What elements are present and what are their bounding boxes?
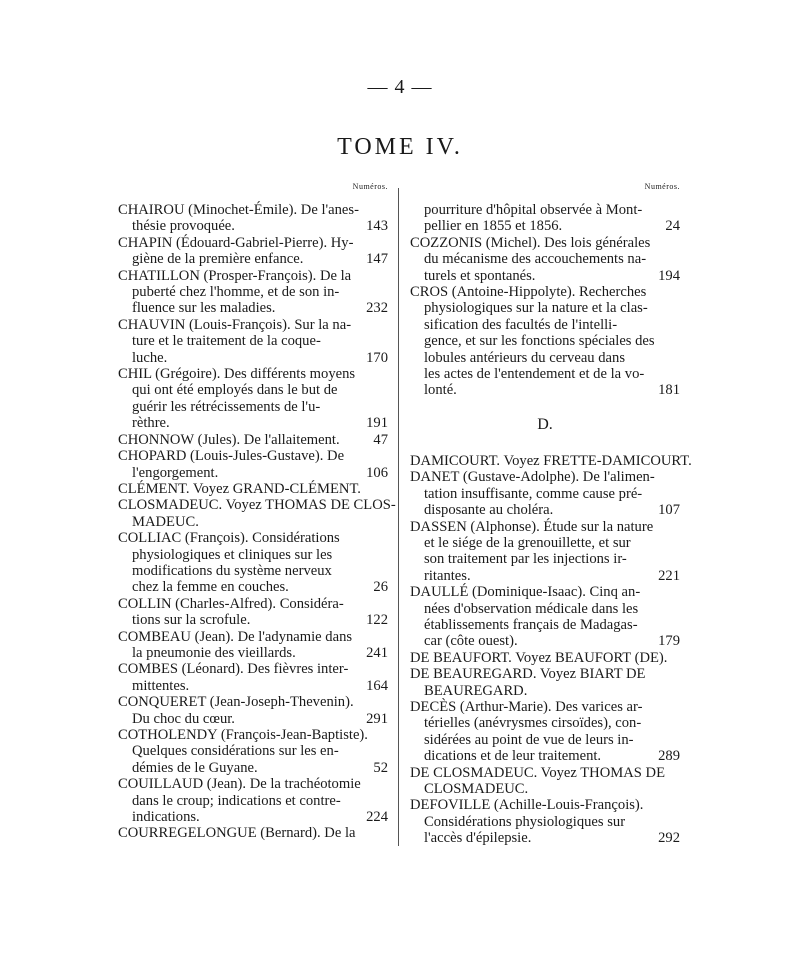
entry-line bbox=[410, 519, 680, 535]
index-entry bbox=[118, 268, 388, 317]
entry-line bbox=[410, 382, 680, 398]
entry-number: 224 bbox=[366, 809, 388, 826]
entry-text: nées d'observation médicale dans les bbox=[424, 600, 639, 617]
index-entry bbox=[118, 776, 388, 825]
entry-line bbox=[118, 514, 388, 530]
entry-number: 291 bbox=[366, 710, 388, 727]
entry-line bbox=[410, 218, 680, 234]
entry-line bbox=[118, 678, 388, 694]
entry-number: 170 bbox=[366, 349, 388, 366]
entry-text: la pneumonie des vieillards. bbox=[132, 644, 296, 661]
index-entry bbox=[410, 797, 680, 846]
page-title: TOME IV. bbox=[337, 134, 463, 160]
entry-line bbox=[410, 617, 680, 633]
column-divider bbox=[398, 188, 399, 846]
entry-text: démies de le Guyane. bbox=[132, 759, 258, 776]
entry-text: CHAIROU (Minochet-Émile). De l'anes- bbox=[118, 202, 359, 218]
index-entry bbox=[410, 284, 680, 399]
entry-text: gence, et sur les fonctions spéciales des bbox=[424, 333, 655, 350]
entry-number: 181 bbox=[658, 382, 680, 399]
entry-text: physiologiques sur la nature et la clas- bbox=[424, 300, 648, 317]
entry-text: sidérées au point de vue de leurs in- bbox=[424, 731, 634, 748]
entry-line bbox=[118, 350, 388, 366]
entry-line bbox=[118, 629, 388, 645]
index-entry bbox=[118, 432, 388, 448]
entry-line bbox=[118, 711, 388, 727]
entry-text: DECÈS (Arthur-Marie). Des varices ar- bbox=[410, 698, 643, 715]
entry-line bbox=[118, 694, 388, 710]
entry-line bbox=[118, 727, 388, 743]
entry-line bbox=[118, 432, 388, 448]
index-entry bbox=[410, 765, 680, 798]
entry-line bbox=[118, 202, 388, 218]
entry-line bbox=[118, 497, 396, 514]
entry-line bbox=[410, 486, 680, 502]
entry-text: tions sur la scrofule. bbox=[132, 612, 251, 629]
entry-line bbox=[118, 563, 388, 579]
entry-number: 179 bbox=[658, 633, 680, 650]
left-entry-list bbox=[118, 202, 396, 842]
entry-text: DAULLÉ (Dominique-Isaac). Cinq an- bbox=[410, 584, 641, 601]
index-entry bbox=[410, 469, 680, 518]
entry-number: 143 bbox=[366, 218, 388, 235]
numeros-label: Numéros. bbox=[352, 182, 388, 191]
entry-line bbox=[410, 683, 680, 699]
entry-line bbox=[410, 601, 680, 617]
entry-line bbox=[118, 268, 388, 284]
entry-text: COUILLAUD (Jean). De la trachéotomie bbox=[118, 776, 361, 793]
entry-text: CONQUERET (Jean-Joseph-Thevenin). bbox=[118, 694, 354, 711]
entry-text: Du choc du cœur. bbox=[132, 710, 235, 727]
index-entry bbox=[410, 699, 680, 765]
numeros-label: Numéros. bbox=[644, 182, 680, 191]
entry-line bbox=[410, 633, 680, 649]
entry-text: Quelques considérations sur les en- bbox=[132, 743, 339, 760]
entry-text: les actes de l'entendement et de la vo- bbox=[424, 366, 645, 383]
entry-line bbox=[118, 415, 388, 431]
entry-line bbox=[118, 399, 388, 415]
entry-line bbox=[118, 284, 388, 300]
entry-text: CHOPARD (Louis-Jules-Gustave). De bbox=[118, 448, 345, 465]
entry-line bbox=[410, 452, 692, 469]
entry-text: mittentes. bbox=[132, 677, 190, 694]
entry-line bbox=[410, 797, 680, 813]
entry-text: CLOSMADEUC. Voyez THOMAS DE CLOS- bbox=[118, 497, 396, 514]
entry-line bbox=[410, 502, 680, 518]
entry-text: ture et le traitement de la coque- bbox=[132, 333, 321, 350]
entry-text: dications et de leur traitement. bbox=[424, 748, 602, 765]
entry-text: chez la femme en couches. bbox=[132, 579, 289, 596]
entry-line bbox=[410, 366, 680, 382]
entry-text: qui ont été employés dans le but de bbox=[132, 382, 338, 399]
entry-line bbox=[118, 809, 388, 825]
entry-number: 241 bbox=[366, 644, 388, 661]
entry-line bbox=[410, 814, 680, 830]
index-entry bbox=[410, 519, 680, 585]
entry-text: tation insuffisante, comme cause pré- bbox=[424, 485, 643, 502]
index-entry bbox=[410, 452, 692, 469]
index-entry bbox=[410, 666, 680, 699]
entry-line bbox=[410, 469, 680, 485]
entry-number: 147 bbox=[366, 251, 388, 268]
entry-line bbox=[118, 333, 388, 349]
entry-text: pellier en 1855 et 1856. bbox=[424, 218, 563, 235]
entry-text: l'accès d'épilepsie. bbox=[424, 830, 532, 847]
entry-line bbox=[410, 666, 680, 682]
entry-line bbox=[410, 650, 680, 666]
index-entry bbox=[118, 366, 388, 432]
entry-text: térielles (anévrysmes cirsoïdes), con- bbox=[424, 715, 642, 732]
entry-text: disposante au choléra. bbox=[424, 502, 554, 519]
entry-line bbox=[118, 793, 388, 809]
entry-line bbox=[410, 699, 680, 715]
index-entry bbox=[410, 650, 680, 666]
entry-number: 107 bbox=[658, 502, 680, 519]
index-entry bbox=[410, 202, 680, 235]
index-entry bbox=[410, 235, 680, 284]
entry-text: turels et spontanés. bbox=[424, 267, 536, 284]
entry-text: CHIL (Grégoire). Des différents moyens bbox=[118, 366, 356, 383]
entry-line bbox=[118, 366, 388, 382]
entry-line bbox=[410, 300, 680, 316]
entry-text: son traitement par les injections ir- bbox=[424, 551, 627, 568]
entry-text: MADEUC. bbox=[132, 513, 199, 530]
index-entry bbox=[118, 825, 388, 841]
entry-text: CROS (Antoine-Hippolyte). Recherches bbox=[410, 284, 647, 301]
entry-number: 232 bbox=[366, 300, 388, 317]
entry-line bbox=[118, 465, 388, 481]
entry-text: puberté chez l'homme, et de son in- bbox=[132, 284, 340, 301]
entry-text: DEFOVILLE (Achille-Louis-François). bbox=[410, 797, 644, 814]
right-entry-list-c bbox=[410, 202, 680, 399]
entry-text: COLLIN (Charles-Alfred). Considéra- bbox=[118, 595, 344, 612]
entry-text: sification des facultés de l'intelli- bbox=[424, 316, 618, 333]
index-entry bbox=[118, 530, 388, 596]
entry-text: fluence sur les maladies. bbox=[132, 300, 276, 317]
entry-number: 221 bbox=[658, 567, 680, 584]
entry-line bbox=[410, 584, 680, 600]
entry-text: DE BEAUREGARD. Voyez BIART DE bbox=[410, 666, 646, 683]
index-entry bbox=[410, 584, 680, 650]
page-number: — 4 — bbox=[367, 76, 433, 98]
entry-line bbox=[118, 481, 388, 497]
entry-line bbox=[118, 579, 388, 595]
entry-text: DE CLOSMADEUC. Voyez THOMAS DE bbox=[410, 764, 665, 781]
entry-text: lonté. bbox=[424, 382, 457, 399]
entry-text: CHATILLON (Prosper-François). De la bbox=[118, 267, 352, 284]
entry-line bbox=[118, 612, 388, 628]
entry-text: COTHOLENDY (François-Jean-Baptiste). bbox=[118, 727, 368, 743]
entry-number: 194 bbox=[658, 267, 680, 284]
entry-text: DE BEAUFORT. Voyez BEAUFORT (DE). bbox=[410, 649, 668, 666]
entry-line bbox=[118, 776, 388, 792]
right-column bbox=[410, 182, 692, 847]
entry-line bbox=[410, 284, 680, 300]
entry-line bbox=[410, 202, 680, 218]
index-entry bbox=[118, 317, 388, 366]
entry-line bbox=[118, 218, 388, 234]
entry-line bbox=[118, 251, 388, 267]
entry-text: rèthre. bbox=[132, 415, 170, 432]
entry-text: COLLIAC (François). Considérations bbox=[118, 530, 340, 547]
entry-text: dans le croup; indications et contre- bbox=[132, 792, 341, 809]
entry-number: 106 bbox=[366, 464, 388, 481]
entry-line bbox=[410, 333, 680, 349]
entry-line bbox=[118, 661, 388, 677]
entry-text: pourriture d'hôpital observée à Mont- bbox=[424, 202, 643, 218]
entry-line bbox=[410, 748, 680, 764]
entry-number: 122 bbox=[366, 612, 388, 629]
entry-text: l'engorgement. bbox=[132, 464, 219, 481]
left-column bbox=[118, 182, 396, 842]
entry-number: 191 bbox=[366, 415, 388, 432]
entry-line bbox=[118, 317, 388, 333]
entry-number: 292 bbox=[658, 830, 680, 847]
entry-text: du mécanisme des accouchements na- bbox=[424, 251, 647, 268]
entry-text: BEAUREGARD. bbox=[424, 682, 528, 699]
entry-text: COURREGELONGUE (Bernard). De la bbox=[118, 825, 356, 842]
entry-line bbox=[410, 781, 680, 797]
entry-line bbox=[118, 645, 388, 661]
index-entry bbox=[118, 497, 396, 530]
entry-number: 24 bbox=[665, 218, 680, 235]
entry-text: DASSEN (Alphonse). Étude sur la nature bbox=[410, 518, 654, 535]
entry-text: COMBES (Léonard). Des fièvres inter- bbox=[118, 661, 349, 678]
index-entry bbox=[118, 727, 388, 776]
entry-line bbox=[410, 765, 680, 781]
entry-number: 289 bbox=[658, 748, 680, 765]
entry-text: COMBEAU (Jean). De l'adynamie dans bbox=[118, 628, 353, 645]
entry-line bbox=[410, 235, 680, 251]
entry-line bbox=[118, 825, 388, 841]
index-entry bbox=[118, 448, 388, 481]
entry-line bbox=[410, 830, 680, 846]
entry-text: modifications du système nerveux bbox=[132, 562, 332, 579]
index-entry bbox=[118, 235, 388, 268]
section-heading-d: D. bbox=[537, 415, 553, 433]
index-entry bbox=[118, 481, 388, 497]
entry-text: giène de la première enfance. bbox=[132, 251, 304, 268]
entry-text: thésie provoquée. bbox=[132, 218, 235, 235]
index-entry bbox=[118, 202, 388, 235]
index-entry bbox=[118, 596, 388, 629]
entry-text: COZZONIS (Michel). Des lois générales bbox=[410, 234, 651, 251]
entry-line bbox=[410, 350, 680, 366]
entry-text: ritantes. bbox=[424, 567, 471, 584]
entry-text: guérir les rétrécissements de l'u- bbox=[132, 398, 321, 415]
entry-line bbox=[118, 596, 388, 612]
entry-line bbox=[118, 743, 388, 759]
entry-line bbox=[410, 251, 680, 267]
entry-line bbox=[410, 715, 680, 731]
entry-line bbox=[410, 732, 680, 748]
entry-text: CHONNOW (Jules). De l'allaitement. bbox=[118, 431, 340, 448]
entry-text: CHAPIN (Édouard-Gabriel-Pierre). Hy- bbox=[118, 234, 354, 251]
entry-line bbox=[410, 268, 680, 284]
entry-line bbox=[410, 568, 680, 584]
index-entry bbox=[118, 629, 388, 662]
entry-text: indications. bbox=[132, 809, 200, 826]
index-entry bbox=[118, 694, 388, 727]
entry-line bbox=[118, 530, 388, 546]
entry-text: DANET (Gustave-Adolphe). De l'alimen- bbox=[410, 469, 655, 486]
entry-line bbox=[118, 300, 388, 316]
entry-line bbox=[118, 235, 388, 251]
entry-text: CHAUVIN (Louis-François). Sur la na- bbox=[118, 316, 352, 333]
entry-text: luche. bbox=[132, 349, 168, 366]
entry-number: 52 bbox=[373, 759, 388, 776]
entry-line bbox=[118, 547, 388, 563]
index-entry bbox=[118, 661, 388, 694]
right-entry-list-d bbox=[410, 452, 692, 847]
entry-text: lobules antérieurs du cerveau dans bbox=[424, 349, 625, 366]
entry-text: Considérations physiologiques sur bbox=[424, 813, 626, 830]
entry-text: établissements français de Madagas- bbox=[424, 616, 638, 633]
entry-text: physiologiques et cliniques sur les bbox=[132, 546, 333, 563]
entry-text: et le siége de la grenouillette, et sur bbox=[424, 534, 631, 551]
entry-line bbox=[118, 760, 388, 776]
entry-text: CLÉMENT. Voyez GRAND-CLÉMENT. bbox=[118, 480, 361, 497]
entry-number: 164 bbox=[366, 677, 388, 694]
entry-number: 47 bbox=[373, 431, 388, 448]
entry-line bbox=[118, 448, 388, 464]
entry-text: DAMICOURT. Voyez FRETTE-DAMICOURT. bbox=[410, 452, 692, 469]
entry-number: 26 bbox=[373, 579, 388, 596]
entry-line bbox=[410, 317, 680, 333]
entry-line bbox=[410, 535, 680, 551]
entry-line bbox=[410, 551, 680, 567]
entry-text: CLOSMADEUC. bbox=[424, 781, 529, 797]
entry-text: car (côte ouest). bbox=[424, 633, 518, 650]
entry-line bbox=[118, 382, 388, 398]
